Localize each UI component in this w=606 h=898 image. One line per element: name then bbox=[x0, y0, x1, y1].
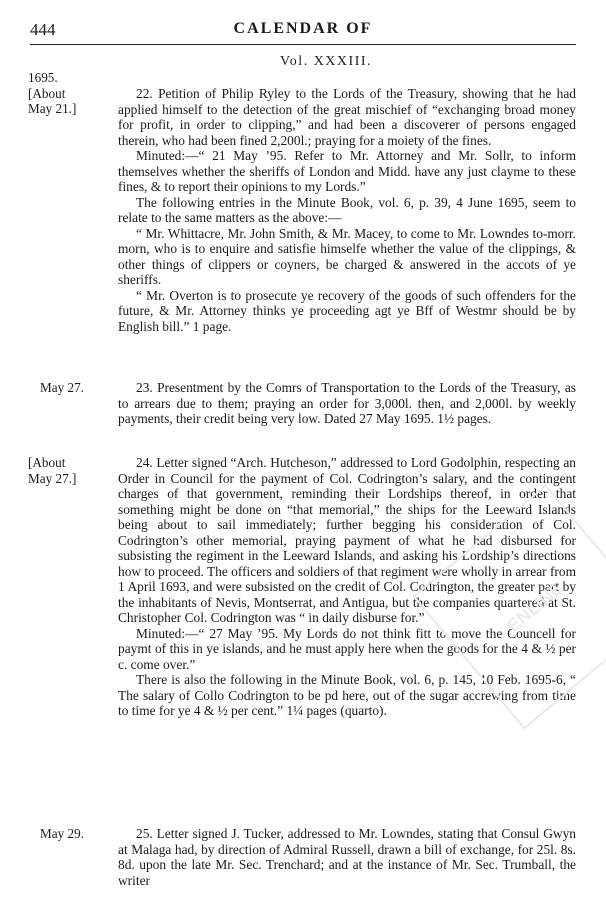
entry-22-quote-2: “ Mr. Overton is to prosecute ye recovery of the goods of such offenders for the future, & Mr. Attorney thinks ye proceeding agt ye Bff of Westmr should be by English bill.” 1 page. bbox=[118, 287, 576, 334]
entry-23-presentment: 23. Presentment by the Comrs of Transportation to the Lords of the Treasury, as to arrears due to them; praying an order for 3,000l. then, and 2,000l. by weekly payments, their credit being very low. Dated 27 May 1695. 1½ pages. bbox=[118, 380, 576, 426]
entry-25 bbox=[118, 826, 576, 888]
entry-22-minute: Minuted:—“ 21 May ’95. Refer to Mr. Attorney and Mr. Sollr, to inform themselves whether the sheriffs of London and Midd. have any just clayme to these fines, & to report their opinions to my Lords.” bbox=[118, 148, 576, 194]
entry-22-quote-1: “ Mr. Whittacre, Mr. John Smith, & Mr. Macey, to come to Mr. Lowndes to-morr. morn, who is to enquire and satisfie himselfe whether the value of the clippings, & other things of clippers or coyners, be charged & answered in the accots of ye sheriffs. bbox=[118, 225, 576, 287]
entry-24-date-line1: [About bbox=[28, 455, 66, 470]
watermark-stamp: ENLINE bbox=[412, 484, 606, 729]
volume-heading: Vol. XXXIII. bbox=[280, 54, 373, 69]
entry-23 bbox=[118, 380, 576, 427]
entry-22-note: The following entries in the Minute Book, vol. 6, p. 39, 4 June 1695, seem to relate to the same matters as the above:— bbox=[118, 194, 576, 225]
entry-24-date-line2: May 27.] bbox=[28, 471, 77, 486]
entry-22-date-line1: [About bbox=[28, 86, 66, 101]
entry-22-year: 1695. bbox=[28, 70, 58, 85]
entry-23-date: May 27. bbox=[40, 380, 84, 395]
entry-22-petition: 22. Petition of Philip Ryley to the Lords of the Treasury, showing that he had applied himself to the detection of the great mischief of “exchanging broad money for profit, in order to clipping,” and had been a discoverer of persons engaged therein, who had been fined 2,200l.; praying for a moiety of the fines. bbox=[118, 86, 576, 148]
entry-24 bbox=[118, 455, 576, 719]
running-title: CALENDAR OF bbox=[233, 20, 373, 37]
page-number: 444 bbox=[30, 20, 56, 39]
entry-24-minute-book: There is also the following in the Minute Book, vol. 6, p. 145, 10 Feb. 1695-6, “ The salary of Collo Codrington to be pd here, out of the sugar accrewing from time to time for ye 4 & ½ per cent.” 1¼ pages (quarto). bbox=[118, 672, 576, 718]
entry-25-letter: 25. Letter signed J. Tucker, addressed to Mr. Lowndes, stating that Consul Gwyn at Malaga had, by direction of Admiral Russell, drawn a bill of exchange, for 25l. 8s. 8d. upon the late Mr. Sec. Trenchard; and at the instance of Mr. Sec. Trumball, the writer bbox=[118, 826, 576, 888]
entry-22-date-line2: May 21.] bbox=[28, 101, 77, 116]
entry-24-letter: 24. Letter signed “Arch. Hutcheson,” addressed to Lord Godolphin, respecting an Order in Council for the payment of Col. Codrington’s salary, and the contingent charges of that government, reminding their Lordships thereof, in order that something might be done on “that memorial,” the ships for the Leeward Islands being about to sail immediately; further begging his consideration of Col. Codrington’s other memorial, praying payment of what he had disbursed for subsisting the regiment in the Leeward Islands, and asking his Lordship’s directions how to proceed. The officers and soldiers of that regiment were wholly in arrear from 1 April 1693, and were subsisted on the credit of Col. Codrington, the greater part by the inhabitants of Nevis, Montserrat, and Antigua, but the companies quartered at St. Christopher Col. Codrington was “ in daily disburse for.” bbox=[118, 455, 576, 625]
entry-24-minute: Minuted:—“ 27 May ’95. My Lords do not think fitt to move the Councell for paymt of this in ye islands, and he must apply here when the goods for the 4 & ½ per c. come over.” bbox=[118, 625, 576, 672]
entry-22 bbox=[118, 86, 576, 334]
entry-25-date: May 29. bbox=[40, 826, 84, 841]
header-rule bbox=[30, 44, 576, 45]
